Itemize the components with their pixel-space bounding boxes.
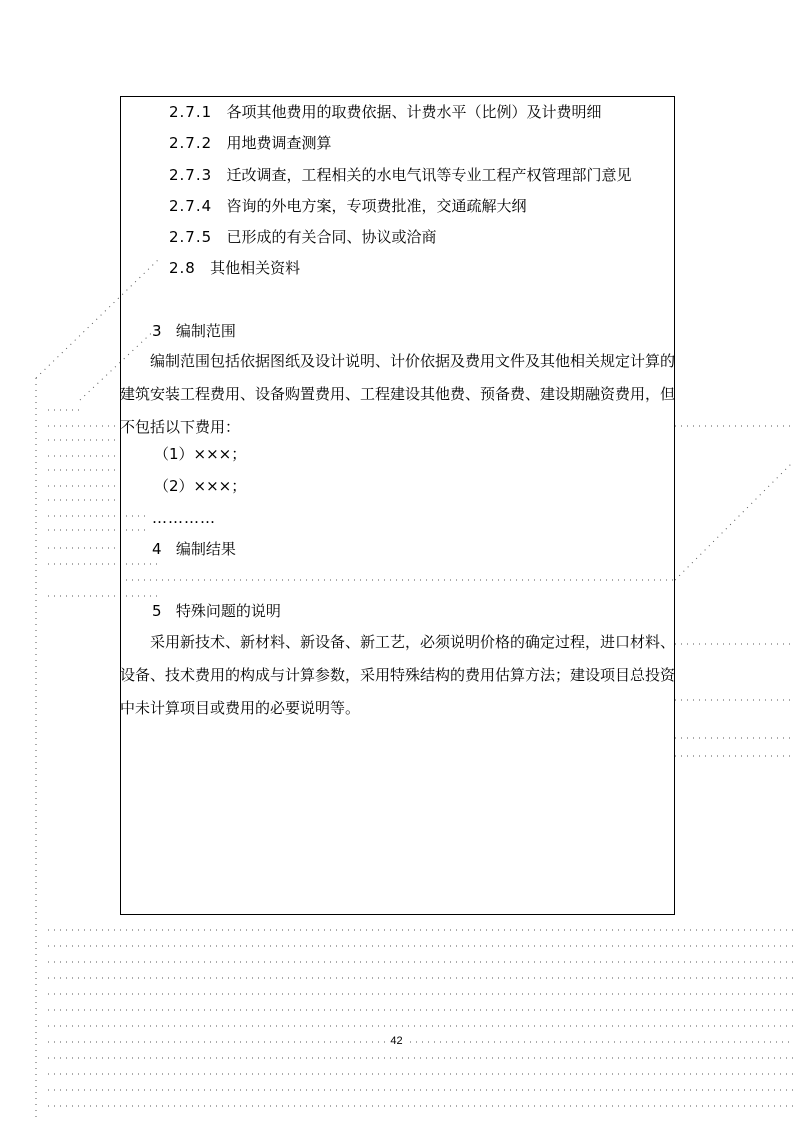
toc-item-text: 迁改调查，工程相关的水电气讯等专业工程产权管理部门意见 <box>226 166 632 184</box>
toc-item-2-8 <box>169 258 300 278</box>
toc-item-2-7-5 <box>169 227 437 247</box>
section-number: 4 <box>152 540 162 558</box>
toc-item-text: 用地费调查测算 <box>226 134 332 152</box>
toc-item-number: 2.7.3 <box>169 166 213 184</box>
section-title: 编制结果 <box>175 540 236 558</box>
toc-item-text: 咨询的外电方案，专项费批准，交通疏解大纲 <box>226 197 527 215</box>
page-number: 42 <box>390 1035 403 1047</box>
list-item: （2）×××； <box>154 477 247 495</box>
section-3-heading <box>152 321 236 341</box>
section-5-body: 采用新技术、新材料、新设备、新工艺，必须说明价格的确定过程，进口材料、设备、技术费用的构成与计算参数，采用特殊结构的费用估算方法；建设项目总投资中未计算项目或费用的必要说明等。 <box>120 633 676 717</box>
section-number: 5 <box>152 602 162 620</box>
list-ellipsis: ………… <box>152 509 216 527</box>
section-5-heading <box>152 601 281 621</box>
toc-item-text: 已形成的有关合同、协议或洽商 <box>226 228 437 246</box>
toc-item-number: 2.7.4 <box>169 197 213 215</box>
list-item: （1）×××； <box>154 445 247 463</box>
toc-item-2-7-2 <box>169 133 332 153</box>
toc-item-number: 2.7.1 <box>169 103 213 121</box>
section-title: 编制范围 <box>175 322 236 340</box>
section-3-body: 编制范围包括依据图纸及设计说明、计价依据及费用文件及其他相关规定计算的建筑安装工程费用、设备购置费用、工程建设其他费、预备费、建设期融资费用，但不包括以下费用： <box>120 352 676 436</box>
toc-item-2-7-1 <box>169 102 602 122</box>
section-4-heading <box>152 539 236 559</box>
toc-item-text: 其他相关资料 <box>210 259 301 277</box>
toc-item-2-7-3 <box>169 165 632 185</box>
section-number: 3 <box>152 322 162 340</box>
toc-item-number: 2.8 <box>169 259 196 277</box>
section-title: 特殊问题的说明 <box>175 602 281 620</box>
toc-item-text: 各项其他费用的取费依据、计费水平（比例）及计费明细 <box>226 103 602 121</box>
content-frame <box>120 96 675 915</box>
toc-item-number: 2.7.2 <box>169 134 213 152</box>
toc-item-2-7-4 <box>169 196 527 216</box>
toc-item-number: 2.7.5 <box>169 228 213 246</box>
